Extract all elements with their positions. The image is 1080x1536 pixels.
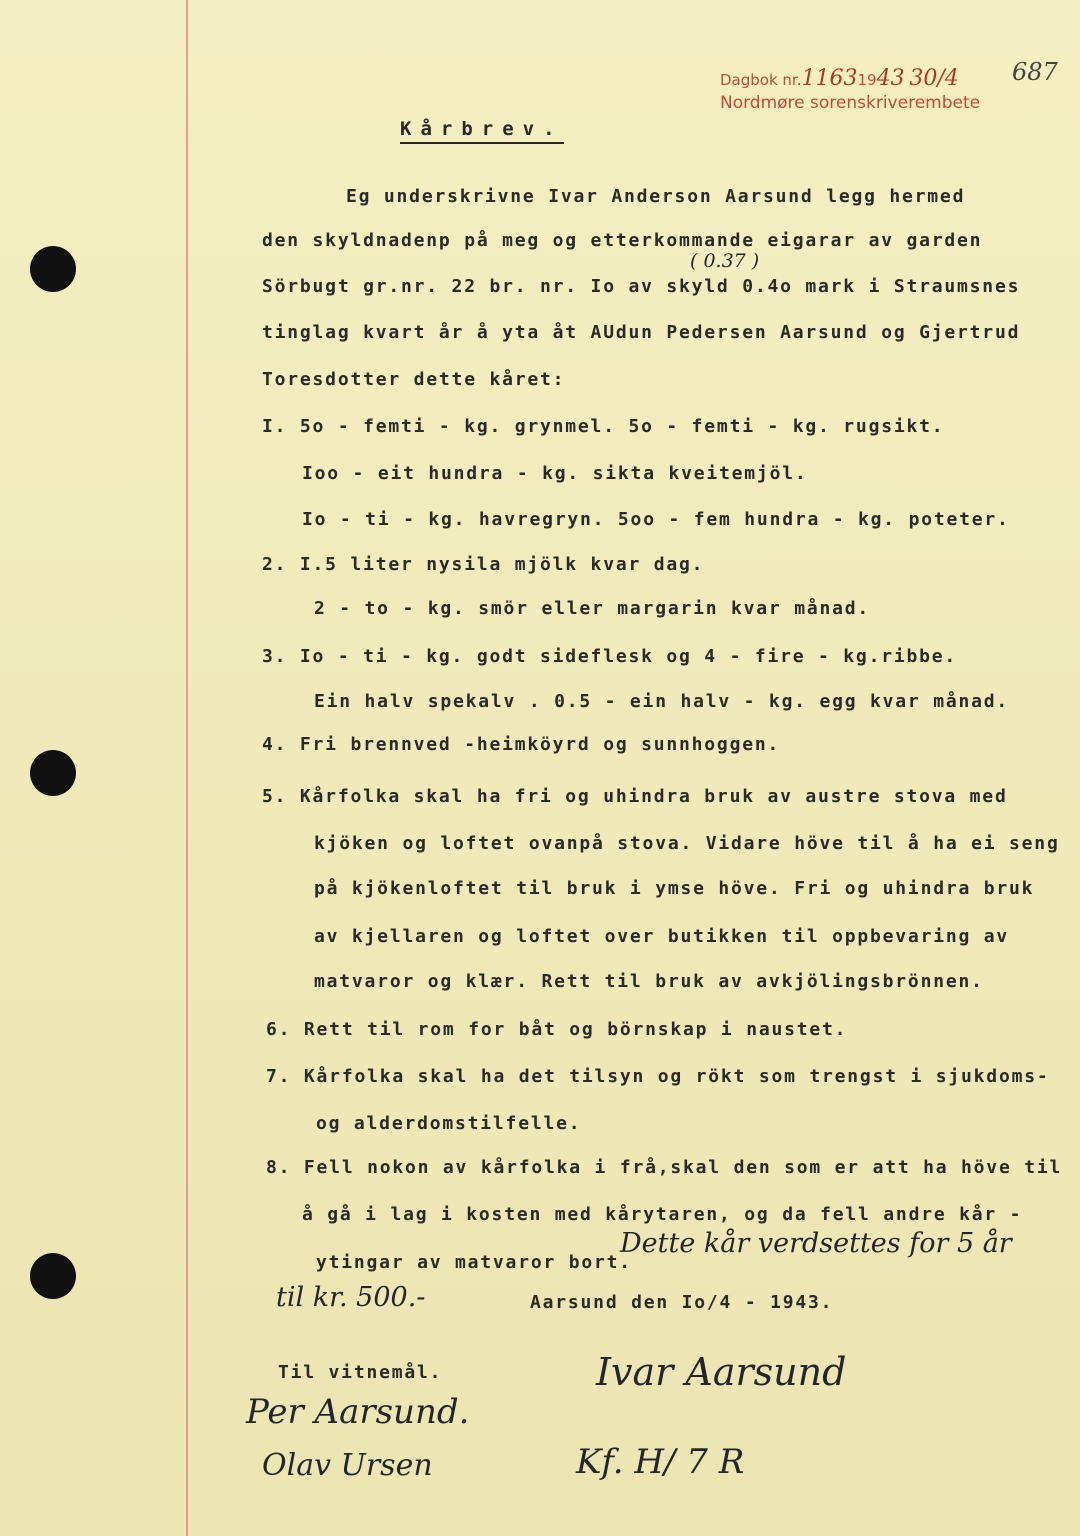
value-note: til kr. 500.- [276, 1282, 426, 1313]
list-item: kjöken og loftet ovanpå stova. Vidare höve til å ha ei seng [314, 833, 1060, 854]
dagbok-stamp [720, 66, 959, 91]
signature: Ivar Aarsund [596, 1350, 847, 1394]
list-item: 2. I.5 liter nysila mjölk kvar dag. [262, 554, 705, 575]
punch-hole [30, 246, 76, 292]
body-line: den skyldnadenp på meg og etterkommande eigarar av garden [262, 230, 983, 251]
registry-mark: Kf. H/ 7 R [576, 1442, 745, 1482]
body-line: tinglag kvart år å yta åt AUdun Pedersen Aarsund og Gjertrud [262, 322, 1021, 343]
list-item: ytingar av matvaror bort. [316, 1252, 632, 1273]
year-value: 43 [876, 66, 905, 91]
year-prefix: 19 [857, 71, 877, 89]
body-line: Toresdotter dette kåret: [262, 369, 566, 390]
skyld-correction: ( 0.37 ) [690, 250, 760, 272]
list-item: Ein halv spekalv . 0.5 - ein halv - kg. egg kvar månad. [314, 691, 1010, 712]
list-item: 5. Kårfolka skal ha fri og uhindra bruk av austre stova med [262, 786, 1008, 807]
list-item: 8. Fell nokon av kårfolka i frå,skal den som er att ha höve til [266, 1157, 1063, 1178]
folio-number: 687 [1012, 58, 1058, 86]
list-item: 2 - to - kg. smör eller margarin kvar månad. [314, 598, 871, 619]
list-item: matvaror og klær. Rett til bruk av avkjölingsbrönnen. [314, 971, 984, 992]
office-stamp: Nordmøre sorenskriverembete [720, 93, 981, 113]
body-line: Sörbugt gr.nr. 22 br. nr. Io av skyld 0.4o mark i Straumsnes [262, 276, 1021, 297]
list-item: å gå i lag i kosten med kårytaren, og da fell andre kår - [302, 1204, 1023, 1225]
witness-signature: Olav Ursen [262, 1448, 433, 1483]
list-item: og alderdomstilfelle. [316, 1113, 582, 1134]
list-item: I. 5o - femti - kg. grynmel. 5o - femti - kg. rugsikt. [262, 416, 945, 437]
list-item: av kjellaren og loftet over butikken til oppbevaring av [314, 926, 1010, 947]
dagbok-prefix: Dagbok nr. [720, 71, 802, 89]
list-item: 6. Rett til rom for båt og börnskap i naustet. [266, 1019, 848, 1040]
stamp-date: 30/4 [909, 66, 959, 91]
place-date: Aarsund den Io/4 - 1943. [530, 1292, 834, 1313]
dagbok-number: 1163 [801, 66, 858, 91]
witness-signature: Per Aarsund. [246, 1392, 470, 1432]
document-title: Kårbrev. [400, 118, 564, 144]
list-item: Ioo - eit hundra - kg. sikta kveitemjöl. [302, 463, 808, 484]
list-item: 4. Fri brennved -heimköyrd og sunnhoggen. [262, 734, 781, 755]
margin-rule [186, 0, 188, 1536]
witness-label: Til vitnemål. [278, 1362, 443, 1383]
list-item: 3. Io - ti - kg. godt sideflesk og 4 - fire - kg.ribbe. [262, 646, 958, 667]
punch-hole [30, 750, 76, 796]
list-item: på kjökenloftet til bruk i ymse höve. Fri og uhindra bruk [314, 878, 1035, 899]
body-line: Eg underskrivne Ivar Anderson Aarsund legg hermed [346, 186, 966, 207]
list-item: Io - ti - kg. havregryn. 5oo - fem hundra - kg. poteter. [302, 509, 1010, 530]
list-item: 7. Kårfolka skal ha det tilsyn og rökt som trengst i sjukdoms- [266, 1066, 1050, 1087]
value-note: Dette kår verdsettes for 5 år [620, 1228, 1012, 1259]
punch-hole [30, 1253, 76, 1299]
